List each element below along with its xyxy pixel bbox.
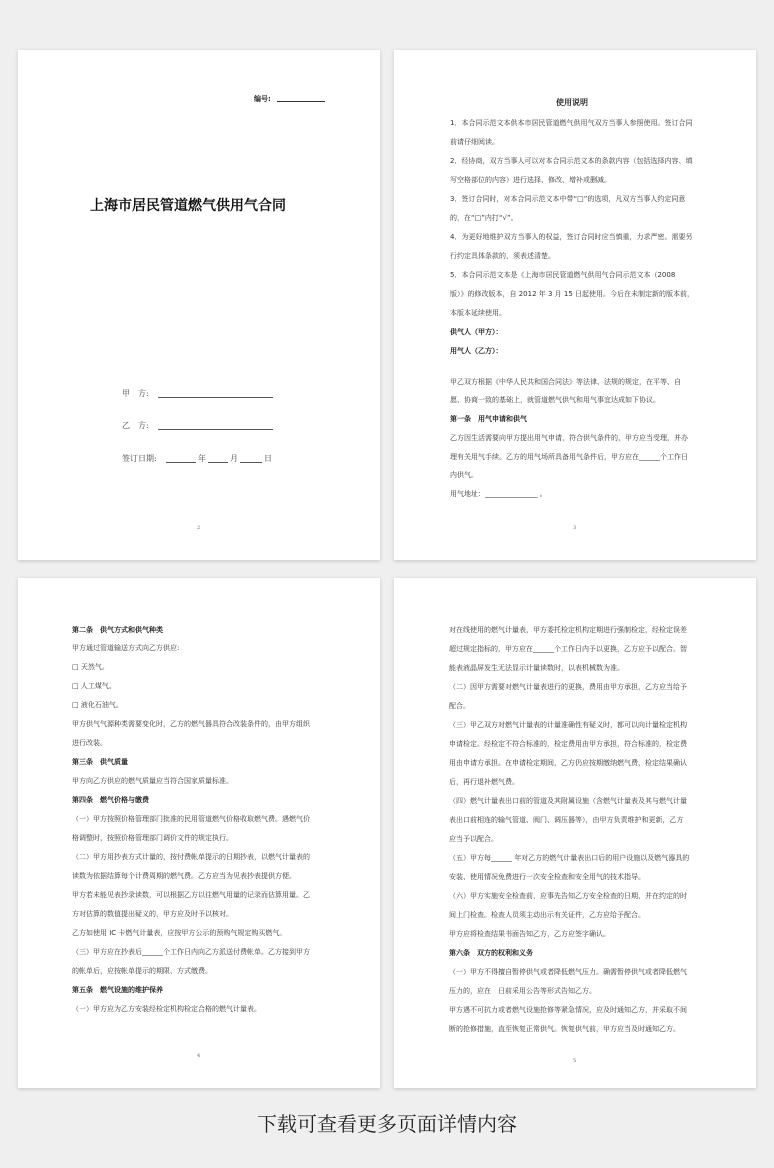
text-line: （一）甲方应为乙方安装经检定机构检定合格的燃气计量表。: [72, 1005, 261, 1013]
text-line: 对在线使用的燃气计量表，甲方委托检定机构定期进行强制检定，经检定误差: [449, 626, 687, 634]
contract-number-label: 编号:: [254, 95, 271, 103]
text-line: （二）甲方用抄表方式计量的，按付费帐单提示的日期抄表，以燃气计量表的: [72, 853, 310, 861]
text-line: （一）甲方按照价格管理部门批准的民用管道燃气价格收取燃气费。遇燃气价: [72, 815, 310, 823]
text-line: 1．本合同示范文本供本市居民管道燃气供用气双方当事人参照使用。签订合同: [450, 119, 693, 127]
text-line: 理有关用气手续。乙方的用气场所具备用气条件后，甲方应在______个工作日: [450, 453, 688, 461]
text-line: 前请仔细阅读。: [450, 138, 499, 146]
text-line: 愿、协商一致的基础上，就管道燃气供气和用气事宜达成如下协议。: [450, 396, 660, 404]
page-number: 2: [197, 525, 201, 531]
party-b-blank: [158, 429, 273, 430]
text-line: 读数为依据结算每个计费周期的燃气费。乙方应当为见表抄表提供方便。: [72, 872, 296, 880]
date-month-blank: [208, 462, 228, 463]
text-line: 断的抢修措施，直至恢复正常供气。恢复供气前，甲方应当及时通知乙方。: [449, 1025, 680, 1033]
text-line: 申请检定。经检定不符合标准的，检定费用由甲方承担，符合标准的，检定费: [449, 740, 687, 748]
party-a-label: 甲 方:: [122, 389, 149, 398]
text-line: 超过规定指标的，甲方应在______个工作日内予以更换，乙方应予以配合。智: [449, 645, 687, 653]
page-number: 3: [573, 525, 577, 531]
contract-number-blank: [277, 101, 325, 102]
text-line: 甲方向乙方供应的燃气质量应当符合国家质量标准。: [72, 777, 233, 785]
supplier-label: 供气人（甲方）：: [450, 328, 503, 336]
party-b-label: 乙 方:: [122, 421, 149, 430]
page-number: 4: [197, 1053, 201, 1059]
text-line: 表出口前相连的输气管道、阀门、调压器等），由甲方负责维护和更新，乙方: [449, 816, 684, 824]
consumer-label: 用气人（乙方）：: [450, 347, 503, 355]
text-line: 本版本延续使用。: [450, 309, 506, 317]
text-line: 内供气。: [450, 471, 478, 479]
instructions-heading: 使用说明: [556, 98, 588, 107]
text-line: 3．签订合同时，对本合同示范文本中带“□”的选项，凡双方当事人约定同意: [450, 195, 686, 203]
checkbox-option: □ 液化石油气。: [72, 701, 123, 709]
date-month-label: 月: [230, 454, 238, 463]
article-heading: 第六条 双方的权利和义务: [449, 949, 533, 957]
text-line: 间上门检查。检查人员须主动出示有关证件，乙方应给予配合。: [449, 911, 645, 919]
text-line: （一）甲方不得擅自暂停供气或者降低燃气压力。确需暂停供气或者降低燃气: [449, 968, 687, 976]
text-line: 行约定具体条款的，须表述清楚。: [450, 252, 555, 260]
text-line: 的帐单后，应按帐单提示的期限、方式缴费。: [72, 967, 212, 975]
text-line: 甲方供气气源种类需要变化时，乙方的燃气器具符合改装条件的，由甲方组织: [72, 720, 310, 728]
signing-date-label: 签订日期:: [122, 454, 157, 463]
text-line: 配合。: [449, 702, 470, 710]
text-line: （六）甲方实施安全检查前，应事先告知乙方安全检查的日期，并在约定的时: [449, 892, 687, 900]
article-heading: 第五条 燃气设施的维护保养: [72, 986, 163, 994]
page-number: 5: [573, 1058, 577, 1064]
text-line: 应当予以配合。: [449, 835, 498, 843]
text-line: 乙方如使用 IC 卡燃气计量表，应按甲方公示的预购气规定购买燃气。: [72, 929, 287, 937]
text-line: （四）燃气计量表出口前的管道及其附属设施（含燃气计量表及其与燃气计量: [449, 797, 687, 805]
text-line: 压力的，应在 日前采用公告等形式告知乙方。: [449, 987, 596, 995]
article-heading: 第一条 用气申请和供气: [450, 415, 527, 423]
date-day-label: 日: [264, 454, 272, 463]
article-heading: 第二条 供气方式和供气种类: [72, 626, 163, 634]
date-year-label: 年: [198, 454, 206, 463]
text-line: 5．本合同示范文本是《上海市居民管道燃气供用气合同示范文本（2008: [450, 271, 676, 279]
text-line: （二）因甲方需要对燃气计量表进行的更换，费用由甲方承担，乙方应当给予: [449, 683, 687, 691]
text-line: 版）》的修改版本，自 2012 年 3 月 15 日起使用。今后在未制定新的版本前，: [450, 290, 695, 298]
party-a-blank: [158, 397, 273, 398]
document-page-3: [18, 578, 380, 1088]
text-line: （五）甲方每______ 年对乙方的燃气计量表出口后的用户设施以及燃气器具的: [449, 854, 690, 862]
text-line: （三）甲方应在抄表后______个工作日内向乙方派送付费帐单。乙方接到甲方: [72, 948, 310, 956]
text-line: （三）甲乙双方对燃气计量表的计量准确性有疑义时，都可以向计量检定机构: [449, 721, 687, 729]
text-line: 甲方若未能见表抄录读数，可以根据乙方以往燃气用量的记录而估算用量。乙: [72, 891, 310, 899]
text-line: 甲方通过管道输送方式向乙方供应:: [72, 644, 180, 652]
article-heading: 第四条 燃气价格与缴费: [72, 796, 149, 804]
document-page-4: [394, 578, 756, 1088]
text-line: 2．经协商，双方当事人可以对本合同示范文本的条款内容（包括选择内容、填: [450, 157, 693, 165]
text-line: 写空格部位的内容）进行选择、修改、增补或删减。: [450, 176, 611, 184]
text-line: 乙方因生活需要向甲方提出用气申请，符合供气条件的，甲方应当受理，并办: [450, 434, 688, 442]
text-line: 方对估算的数值提出疑义的，甲方应及时予以核对。: [72, 910, 233, 918]
document-page-cover: [18, 50, 380, 560]
text-line: 4．为更好地维护双方当事人的权益，签订合同时应当慎重，力求严密。需要另: [450, 233, 693, 241]
date-day-blank: [240, 462, 262, 463]
text-line: 甲方应将检查结果书面告知乙方，乙方应签字确认。: [449, 930, 610, 938]
text-line: 的，在“□”内打“√”。: [450, 214, 518, 222]
text-line: 用由申请方承担。在申请检定期间，乙方仍应按期缴纳燃气费，检定结果确认: [449, 759, 687, 767]
text-line: 甲乙双方根据《中华人民共和国合同法》等法律、法规的规定，在平等、自: [450, 378, 681, 386]
checkbox-option: □ 人工煤气。: [72, 682, 116, 690]
contract-title: 上海市居民管道燃气供用气合同: [90, 198, 286, 214]
text-line: 能表液晶屏发生无法显示计量读数时，以表机械数为准。: [449, 664, 624, 672]
text-line: 安装、使用情况免费进行一次安全检查和安全用气的技术指导。: [449, 873, 645, 881]
download-more-caption: 下载可查看更多页面详情内容: [257, 1112, 517, 1136]
document-page-instructions: [394, 50, 756, 560]
checkbox-option: □ 天然气。: [72, 663, 109, 671]
article-heading: 第三条 供气质量: [72, 758, 128, 766]
text-line: 格调整时，按照价格管理部门调价文件的规定执行。: [72, 834, 233, 842]
text-line: 后，再行退补燃气费。: [449, 778, 519, 786]
text-line: 甲方遇不可抗力或者燃气设施抢修等紧急情况，应及时通知乙方，并采取不间: [449, 1006, 687, 1014]
text-line: 用气地址：_______________ 。: [450, 490, 547, 498]
date-year-blank: [166, 462, 196, 463]
text-line: 进行改装。: [72, 739, 107, 747]
